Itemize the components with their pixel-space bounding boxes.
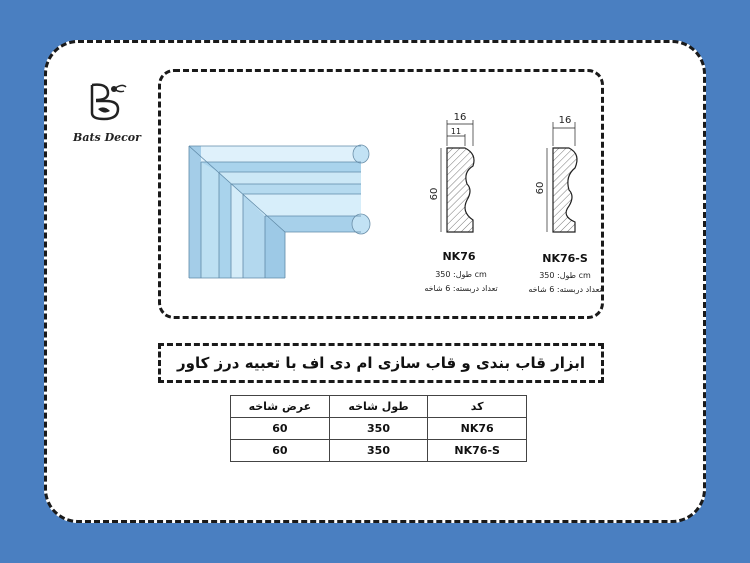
cell-width: 60	[231, 418, 330, 440]
profile-nk76	[424, 112, 497, 293]
cell-length: 350	[329, 418, 428, 440]
nk76s-dim-height: 60	[535, 181, 546, 195]
page-title: ابزار قاب بندی و قاب سازی ام دی اف با تعبیه درز کاور	[158, 343, 604, 383]
nk76-dim-outer: 16	[453, 112, 467, 123]
main-card	[44, 40, 706, 523]
table-row	[231, 440, 527, 462]
molding-corner-render	[189, 145, 370, 278]
nk76s-code: NK76-S	[542, 252, 588, 265]
nk76-dim-inner: 11	[450, 127, 462, 136]
table-row	[231, 418, 527, 440]
nk76-bundle: تعداد دربسته: 6 شاخه	[424, 284, 498, 293]
header-width: عرض شاخه	[231, 396, 330, 418]
nk76s-length: طول: 350 cm	[539, 271, 591, 280]
profile-nk76-s	[528, 115, 601, 294]
product-panel	[158, 69, 604, 319]
nk76-length: طول: 350 cm	[435, 270, 487, 279]
nk76s-dim-outer: 16	[558, 115, 572, 126]
table-header-row	[231, 396, 527, 418]
brand-emblem-icon	[84, 79, 130, 125]
header-length: طول شاخه	[329, 396, 428, 418]
header-code: کد	[428, 396, 527, 418]
cell-width: 60	[231, 440, 330, 462]
brand-name: Bats Decor	[73, 131, 141, 144]
nk76s-bundle: تعداد دربسته: 6 شاخه	[528, 285, 602, 294]
nk76-code: NK76	[442, 250, 476, 263]
cell-length: 350	[329, 440, 428, 462]
brand-logo	[67, 79, 147, 144]
nk76-dim-height: 60	[429, 187, 440, 201]
cell-code: NK76	[428, 418, 527, 440]
cell-code: NK76-S	[428, 440, 527, 462]
spec-table	[230, 395, 527, 462]
